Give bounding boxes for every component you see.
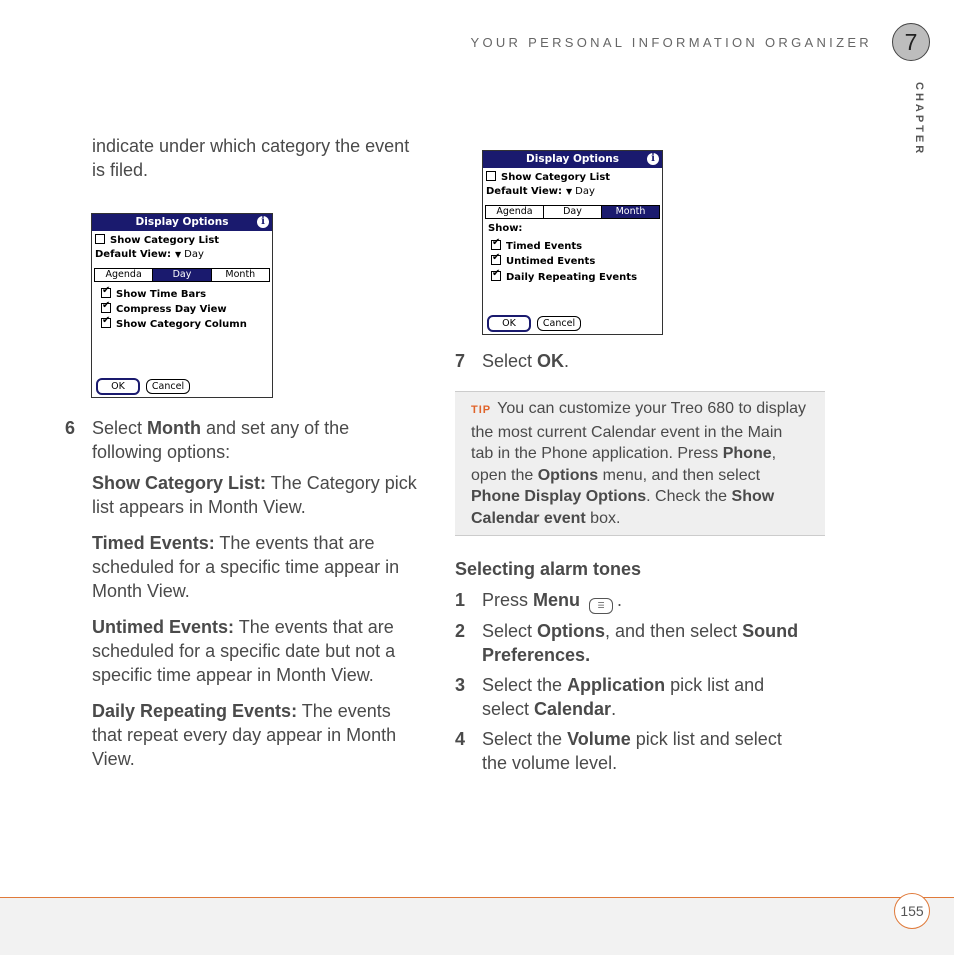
cancel-button[interactable]: Cancel <box>537 316 581 331</box>
info-icon[interactable]: i <box>647 153 659 165</box>
tab-day[interactable]: Day <box>544 206 602 218</box>
option-show-category-column[interactable]: ✔Show Category Column <box>101 318 247 330</box>
cancel-button[interactable]: Cancel <box>146 379 190 394</box>
tab-agenda[interactable]: Agenda <box>95 269 153 281</box>
default-view-row[interactable]: Default View: ▼ Day <box>486 186 595 197</box>
option-description: Daily Repeating Events: The events that repeat every day appear in Month View. <box>92 701 397 769</box>
running-header: YOUR PERSONAL INFORMATION ORGANIZER <box>470 35 872 50</box>
step-number: 3 <box>455 675 466 695</box>
step-7-text: Select OK. <box>482 351 570 371</box>
triangle-down-icon: ▼ <box>566 187 573 196</box>
tab-day[interactable]: Day <box>153 269 211 281</box>
view-tabs <box>94 268 270 282</box>
default-view-row[interactable]: Default View: ▼ Day <box>95 249 204 260</box>
option-untimed-events[interactable]: ✔Untimed Events <box>491 255 595 267</box>
intro-paragraph: indicate under which category the event is filed. <box>92 136 410 180</box>
alarm-step-2: Select Options, and then select Sound Preferences. <box>482 621 799 665</box>
checkbox-icon[interactable] <box>486 171 496 181</box>
checkbox-icon[interactable] <box>95 234 105 244</box>
show-label: Show: <box>488 223 523 234</box>
view-tabs <box>485 205 660 219</box>
chapter-number-badge: 7 <box>892 23 930 61</box>
tab-agenda[interactable]: Agenda <box>486 206 544 218</box>
chapter-label: CHAPTER <box>913 82 925 157</box>
screen-title: Display Options <box>92 214 272 231</box>
screen-title: Display Options <box>483 151 662 168</box>
option-description: Timed Events: The events that are scheduled for a specific time appear in Month View. <box>92 533 400 601</box>
alarm-step-1: Press Menu ☰ . <box>482 588 622 614</box>
checked-checkbox-icon[interactable] <box>101 288 111 298</box>
step-number: 2 <box>455 621 466 641</box>
option-compress-day-view[interactable]: ✔Compress Day View <box>101 303 227 315</box>
checked-checkbox-icon[interactable] <box>491 240 501 250</box>
tip-text: TIP You can customize your Treo 680 to display the most current Calendar event in the Main tab in the Phone application. Press Phone, open the Options menu, and then select Phone Display Options. Check the Show Calendar event box. <box>471 400 807 527</box>
ok-button[interactable]: OK <box>487 315 531 332</box>
display-options-screenshot-month <box>482 150 663 335</box>
checked-checkbox-icon[interactable] <box>101 303 111 313</box>
triangle-down-icon: ▼ <box>175 250 182 259</box>
page-number: 155 <box>894 893 930 929</box>
step-number: 7 <box>455 351 466 371</box>
checked-checkbox-icon[interactable] <box>491 271 501 281</box>
tip-label: TIP <box>471 404 492 416</box>
show-category-list-option[interactable]: Show Category List <box>486 171 610 183</box>
option-daily-repeating-events[interactable]: ✔Daily Repeating Events <box>491 271 637 283</box>
tab-month[interactable]: Month <box>602 206 659 218</box>
step-number: 1 <box>455 590 466 610</box>
ok-button[interactable]: OK <box>96 378 140 395</box>
option-show-time-bars[interactable]: ✔Show Time Bars <box>101 288 206 300</box>
info-icon[interactable]: i <box>257 216 269 228</box>
tab-month[interactable]: Month <box>225 269 256 280</box>
step-number: 4 <box>455 729 466 749</box>
option-timed-events[interactable]: ✔Timed Events <box>491 240 582 252</box>
section-heading: Selecting alarm tones <box>455 559 642 579</box>
menu-key-icon: ☰ <box>589 598 613 614</box>
display-options-screenshot-day <box>91 213 273 398</box>
option-description: Show Category List: The Category pick list appears in Month View. <box>92 473 417 517</box>
checked-checkbox-icon[interactable] <box>101 318 111 328</box>
alarm-step-3: Select the Application pick list and select Calendar. <box>482 675 765 719</box>
step-6-text: Select Month and set any of the following options: <box>92 418 350 462</box>
footer-band <box>0 897 954 955</box>
option-description: Untimed Events: The events that are scheduled for a specific date but not a specific time appear in Month View. <box>92 617 396 685</box>
step-number: 6 <box>65 418 76 438</box>
show-category-list-option[interactable]: Show Category List <box>95 234 219 246</box>
alarm-step-4: Select the Volume pick list and select the volume level. <box>482 729 782 773</box>
checked-checkbox-icon[interactable] <box>491 255 501 265</box>
